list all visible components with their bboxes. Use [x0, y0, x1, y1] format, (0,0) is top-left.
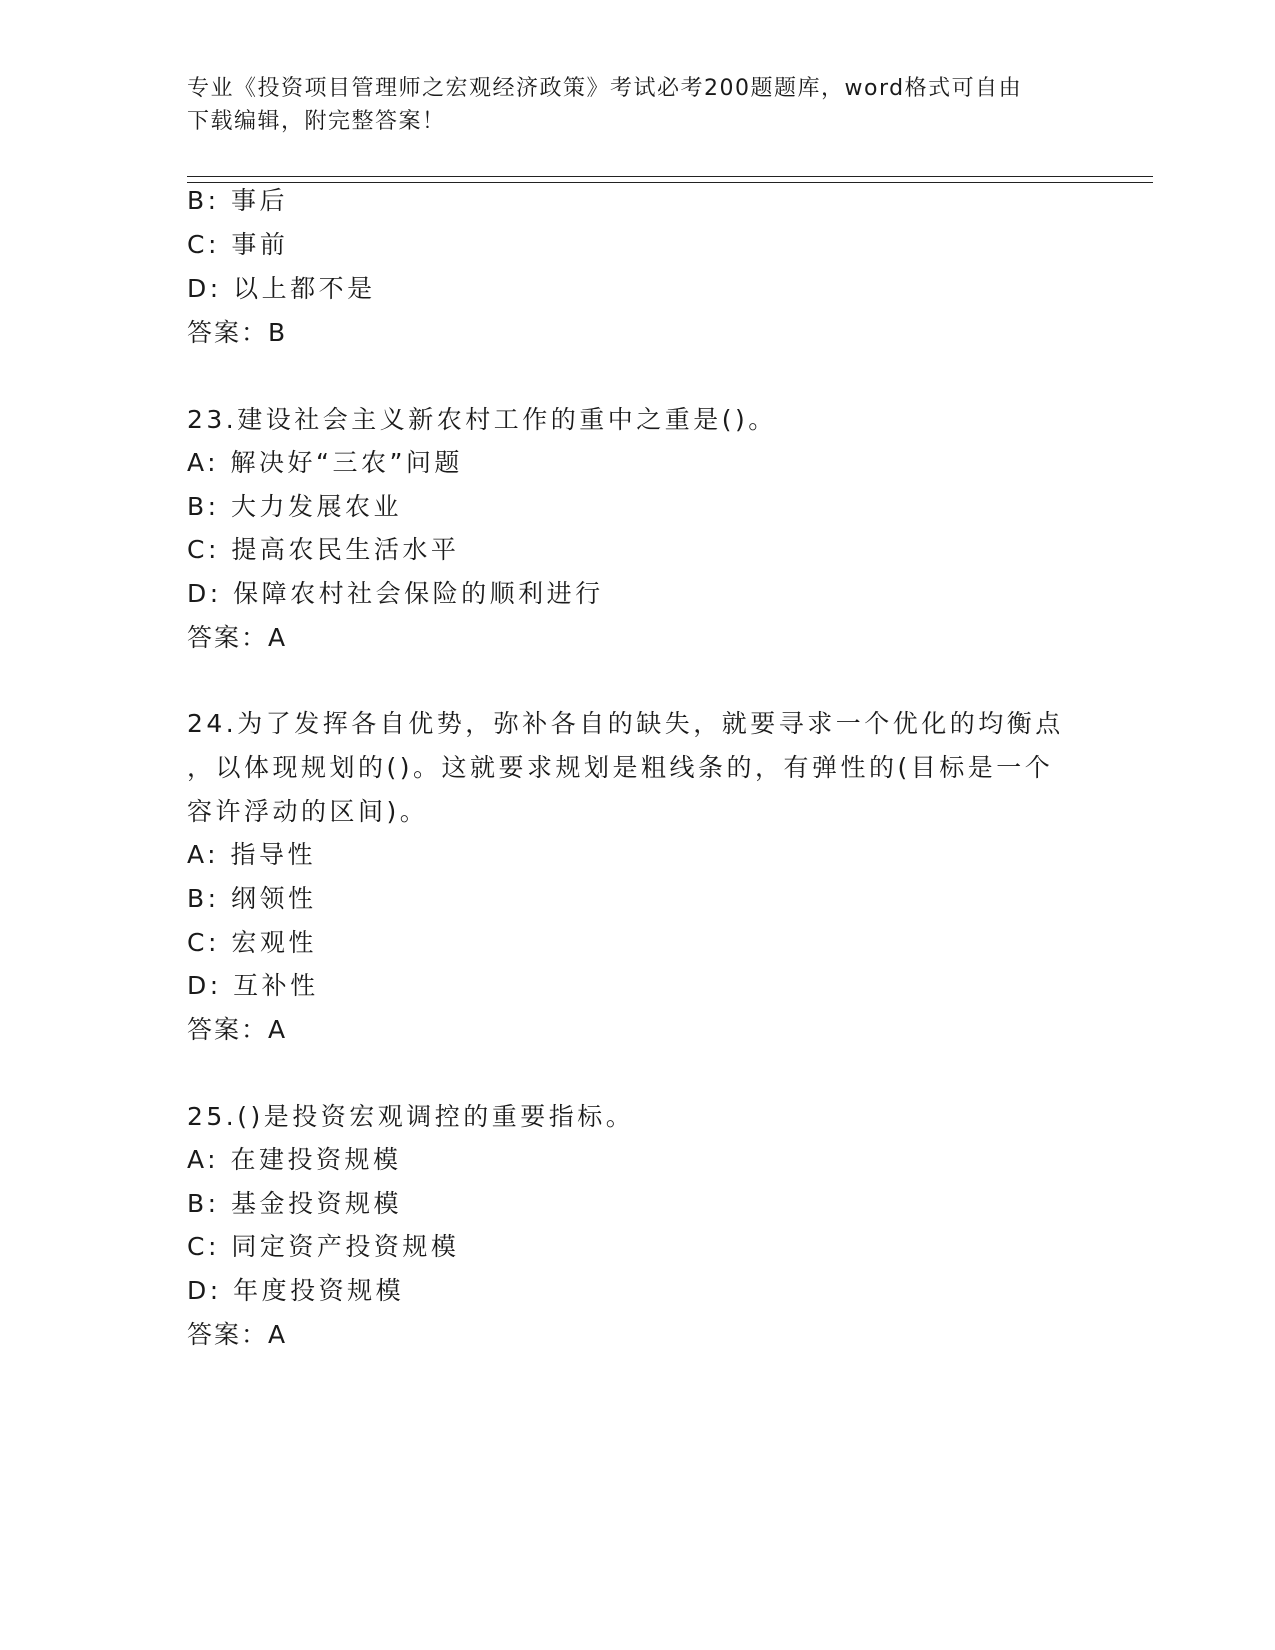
header-divider-top: [187, 176, 1153, 177]
header-divider-bottom: [187, 182, 1153, 183]
q24-option-b: B: 纲领性: [187, 884, 317, 913]
q23-option-d: D: 保障农村社会保险的顺利进行: [187, 579, 604, 608]
q25-option-d: D: 年度投资规模: [187, 1276, 405, 1305]
q25-option-a: A: 在建投资规模: [187, 1145, 402, 1174]
document-header: [187, 72, 1067, 138]
q23-stem: 23.建设社会主义新农村工作的重中之重是()。: [187, 405, 777, 434]
q25-answer: 答案：A: [187, 1320, 288, 1349]
q22-option-d: D: 以上都不是: [187, 274, 376, 303]
q24-stem-line-1: 24.为了发挥各自优势，弥补各自的缺失，就要寻求一个优化的均衡点: [187, 709, 1064, 738]
q25-option-b: B: 基金投资规模: [187, 1189, 403, 1218]
q22-option-c: C: 事前: [187, 230, 289, 259]
header-line-2: 下载编辑，附完整答案！: [187, 109, 446, 134]
q24-stem-line-2: ，以体现规划的()。这就要求规划是粗线条的，有弹性的(目标是一个: [187, 753, 1054, 782]
q24-option-c: C: 宏观性: [187, 928, 317, 957]
q23-answer: 答案：A: [187, 623, 288, 652]
q22-answer: 答案：B: [187, 318, 288, 347]
q24-option-a: A: 指导性: [187, 840, 317, 869]
q23-option-b: B: 大力发展农业: [187, 492, 403, 521]
q24-option-d: D: 互补性: [187, 971, 319, 1000]
header-line-1: 专业《投资项目管理师之宏观经济政策》考试必考200题题库，word格式可自由: [187, 76, 1023, 101]
q25-stem: 25.()是投资宏观调控的重要指标。: [187, 1102, 635, 1131]
q24-stem-line-3: 容许浮动的区间)。: [187, 797, 429, 826]
q23-option-c: C: 提高农民生活水平: [187, 535, 460, 564]
q25-option-c: C: 同定资产投资规模: [187, 1232, 460, 1261]
q22-option-b: B: 事后: [187, 186, 289, 215]
q23-option-a: A: 解决好“三农”问题: [187, 448, 463, 477]
q24-answer: 答案：A: [187, 1015, 288, 1044]
